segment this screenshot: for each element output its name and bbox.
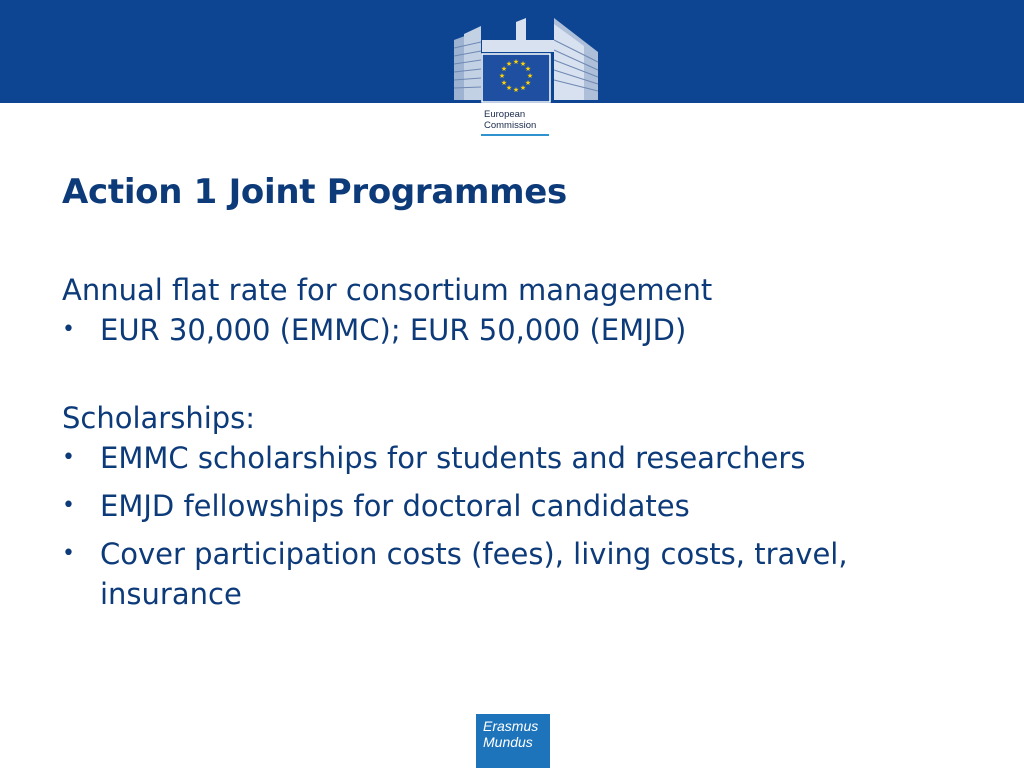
svg-text:★: ★ [524, 79, 532, 87]
erasmus-logo-line-2: Mundus [483, 734, 533, 750]
svg-text:★: ★ [512, 86, 520, 94]
svg-text:★: ★ [519, 84, 527, 92]
list-item [62, 486, 962, 526]
slide-body [62, 270, 962, 622]
logo-underline [481, 134, 549, 136]
eu-flag-icon [482, 54, 550, 102]
section-heading-flat-rate: Annual flat rate for consortium management [62, 273, 713, 307]
bullet-text: EMJD fellowships for doctoral candidates [100, 489, 690, 523]
bullet-text: Cover participation costs (fees), living costs, travel, insurance [100, 537, 848, 611]
svg-text:★: ★ [519, 60, 527, 68]
svg-text:★: ★ [505, 84, 513, 92]
list-item [62, 310, 962, 350]
svg-text:★: ★ [505, 60, 513, 68]
scholarship-bullets [62, 438, 962, 614]
bullet-icon: • [62, 541, 75, 566]
bullet-text: EUR 30,000 (EMMC); EUR 50,000 (EMJD) [100, 313, 687, 347]
list-item [62, 534, 962, 614]
logo-line-1: European [484, 109, 526, 120]
svg-text:★: ★ [512, 58, 520, 66]
logo-line-2: Commission [484, 120, 537, 131]
bullet-icon: • [62, 445, 75, 470]
svg-text:★: ★ [526, 72, 534, 80]
flat-rate-bullets [62, 310, 962, 350]
svg-text:★: ★ [500, 79, 508, 87]
svg-text:★: ★ [498, 72, 506, 80]
erasmus-logo-line-1: Erasmus [483, 718, 539, 734]
bullet-icon: • [62, 317, 75, 342]
svg-text:★: ★ [500, 65, 508, 73]
bullet-text: EMMC scholarships for students and researchers [100, 441, 806, 475]
slide-title: Action 1 Joint Programmes [62, 172, 567, 212]
erasmus-mundus-logo [476, 714, 550, 768]
logo-caption [484, 109, 536, 131]
svg-text:★: ★ [524, 65, 532, 73]
list-item [62, 438, 962, 478]
bullet-icon: • [62, 493, 75, 518]
section-heading-scholarships: Scholarships: [62, 401, 256, 435]
